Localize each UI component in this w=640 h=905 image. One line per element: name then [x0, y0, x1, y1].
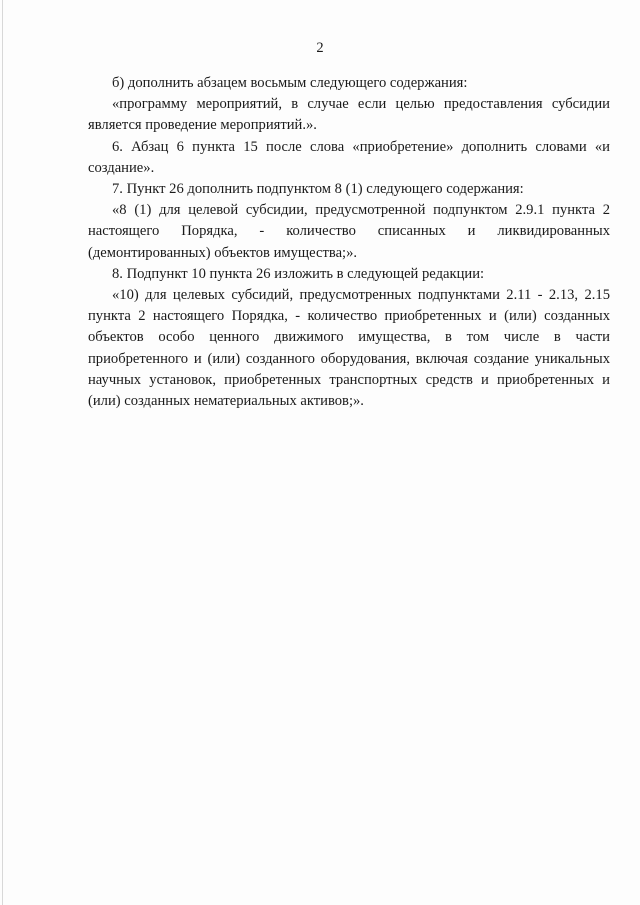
paragraph-7: «10) для целевых субсидий, предусмотренных подпунктами 2.11 - 2.13, 2.15 пункта 2 настоящего Порядка, - количество приобретенных и (или) созданных объектов особо ценного движимого имущества, в том числе в части приобретенного и (или) созданного оборудования, включая создание уникальных научных установок, приобретенных транспортных средств и приобретенных и (или) созданных нематериальных активов;». — [88, 287, 610, 410]
paragraph-1: б) дополнить абзацем восьмым следующего содержания: — [112, 75, 468, 91]
document-body — [88, 73, 610, 412]
paragraph-5: «8 (1) для целевой субсидии, предусмотренной подпунктом 2.9.1 пункта 2 настоящего Порядка, - количество списанных и ликвидированных (демонтированных) объектов имущества;». — [88, 202, 610, 261]
paragraph-3: 6. Абзац 6 пункта 15 после слова «приобретение» дополнить словами «и создание». — [88, 138, 610, 176]
paragraph-4: 7. Пункт 26 дополнить подпунктом 8 (1) следующего содержания: — [112, 181, 524, 198]
paragraph-6: 8. Подпункт 10 пункта 26 изложить в следующей редакции: — [112, 265, 485, 282]
page-edge — [2, 0, 3, 905]
paragraph-2: «программу мероприятий, в случае если целью предоставления субсидии является проведение мероприятий.». — [88, 96, 610, 134]
page-number: 2 — [316, 40, 324, 56]
